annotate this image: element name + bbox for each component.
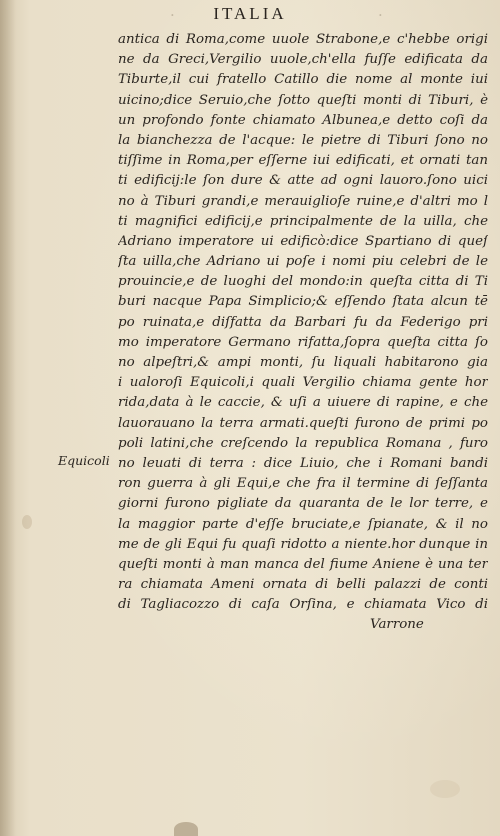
- text-line: tiſſime in Roma,per eſſerne iui edificati, et ornati tan: [118, 153, 488, 169]
- text-line: mo imperatore Germano rifatta,ſopra queſta citta ſo: [118, 334, 488, 350]
- text-line: no à Tiburi grandi,e merauiglioſe ruine,e d'altri mo l: [118, 193, 488, 209]
- text-line: buri nacque Papa Simplicio;& eſſendo ſtata alcun tē: [118, 294, 488, 310]
- text-line: me de gli Equi fu quaſi ridotto a niente.hor dunque in: [118, 536, 488, 552]
- body-text: [118, 30, 488, 636]
- text-line: un profondo fonte chiamato Albunea,e detto coſi da: [118, 112, 488, 128]
- text-line-final: Varrone: [370, 617, 424, 633]
- text-line: po ruinata,e diſfatta da Barbari fu da Federigo pri: [118, 314, 488, 330]
- text-line: queſti monti à man manca del fiume Aniene è una ter: [118, 556, 488, 572]
- running-title: ITALIA: [213, 4, 287, 23]
- text-line: ne da Greci,Vergilio uuole,ch'ella fuſſe edificata da: [118, 52, 488, 68]
- text-line: Tiburte,il cui fratello Catillo die nome al monte iui: [118, 72, 488, 88]
- text-line: giorni furono pigliate da quaranta de le lor terre, e: [118, 496, 488, 512]
- text-line: prouincie,e de luoghi del mondo:in queſta citta di Ti: [118, 274, 488, 290]
- text-line: uicino;dice Seruio,che ſotto queſti monti di Tiburi, è: [118, 92, 488, 108]
- text-line: i ualoroſi Equicoli,i quali Vergilio chiama gente hor: [118, 375, 488, 391]
- text-line: no alpeſtri,& ampi monti, ſu liquali habitarono gia: [118, 355, 488, 370]
- text-line: rida,data à le caccie, & uſi a uiuere di rapine, e che: [118, 395, 488, 411]
- gutter-shadow: [0, 0, 16, 836]
- text-line: ti edificij:le ſon dure & atte ad ogni lauoro.ſono uici: [118, 173, 488, 189]
- bleed-through-mark: ·: [378, 6, 385, 24]
- text-line: la bianchezza de l'acque: le pietre di Tiburi ſono no: [118, 132, 488, 148]
- margin-note: Equicoli: [58, 453, 110, 468]
- text-line: lauorauano la terra armati.queſti furono de primi po: [118, 415, 488, 431]
- page-wear-mark: [174, 822, 198, 836]
- text-line: di Tagliacozzo di caſa Orſina, e chiamata Vico di: [118, 597, 488, 613]
- paper-stain: [22, 515, 32, 529]
- text-line: no leuati di terra : dice Liuio, che i Romani bandi: [118, 455, 488, 471]
- text-line: antica di Roma,come uuole Strabone,e c'hebbe origi: [118, 32, 488, 47]
- paper-stain: [430, 780, 460, 798]
- text-line: ſta uilla,che Adriano ui poſe i nomi piu celebri de le: [118, 254, 488, 270]
- text-line: Adriano imperatore ui edificò:dice Spartiano di queſ: [118, 233, 488, 249]
- text-line: la maggior parte d'eſſe bruciate,e ſpianate, & il no: [118, 516, 488, 532]
- text-line: ti magnifici edificij,e principalmente de la uilla, che: [118, 213, 488, 229]
- text-line: ron guerra à gli Equi,e che fra il termine di ſeſſanta: [118, 476, 488, 492]
- bleed-through-mark: ·: [170, 6, 177, 24]
- text-line: poli latini,che creſcendo la republica Romana , furo: [118, 435, 488, 451]
- text-line: ra chiamata Ameni ornata di belli palazzi de conti: [118, 577, 488, 593]
